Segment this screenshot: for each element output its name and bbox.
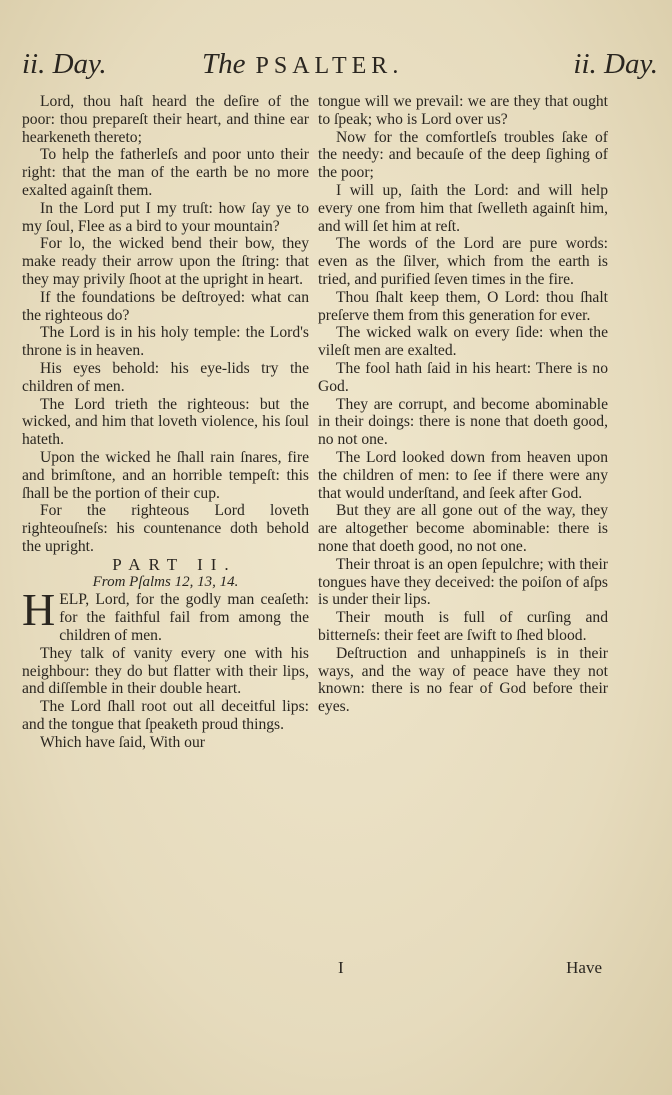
page-footer <box>318 958 608 980</box>
verse: Deſtruction and unhappineſs is in their ways, and the way of peace have they not known: there is no fear of God before their eyes. <box>318 644 608 716</box>
verse: Thou ſhalt keep them, O Lord: thou ſhalt preſerve them from this generation for ever. <box>318 288 608 324</box>
part-heading: PART II. <box>112 554 237 574</box>
verse: The wicked walk on every ſide: when the vileſt men are exalted. <box>318 324 608 360</box>
verse: For lo, the wicked bend their bow, they make ready their arrow upon the ſtring: that they may privily ſhoot at the upright in heart. <box>22 235 309 288</box>
verse: His eyes behold: his eye-lids try the children of men. <box>22 359 309 395</box>
header-day-right: ii. Day. <box>573 48 658 80</box>
header-day-left: ii. Day. <box>22 48 107 80</box>
verse: For the righteous Lord loveth righteouſneſs: his countenance doth behold the upright. <box>22 502 309 555</box>
verse: Now for the comfortleſs troubles ſake of the needy: and becauſe of the deep ſighing of the poor; <box>318 128 608 182</box>
header-title <box>202 48 403 81</box>
left-column <box>22 93 309 751</box>
verse-dropcap <box>22 584 309 644</box>
verse: If the foundations be deſtroyed: what can the righteous do? <box>22 288 309 324</box>
psalm-source: From Pſalms 12, 13, 14. <box>92 573 239 590</box>
dropcap-text: ELP, Lord, for the godly man ceaſeth: for the faithful fail from among the children of men. <box>59 591 309 644</box>
verse: The fool hath ſaid in his heart: There is no God. <box>318 359 608 395</box>
verse: Lord, thou haſt heard the deſire of the poor: thou prepareſt their heart, and thine ear hearkeneth thereto; <box>22 93 309 146</box>
verse: Which have ſaid, With our <box>40 733 205 751</box>
verse: Their mouth is full of curſing and bitterneſs: their feet are ſwift to ſhed blood. <box>318 609 608 644</box>
signature-mark: I <box>338 958 344 977</box>
verse: In the Lord put I my truſt: how ſay ye to my ſoul, Flee as a bird to your mountain? <box>22 199 309 235</box>
verse: The Lord trieth the righteous: but the wicked, and him that loveth violence, his ſoul hateth. <box>22 395 309 449</box>
verse: Upon the wicked he ſhall rain ſnares, fire and brimſtone, and an horrible tempeſt: this ſhall be the portion of their cup. <box>22 448 309 502</box>
verse: To help the fatherleſs and poor unto their right: that the man of the earth be no more exalted againſt them. <box>22 146 309 199</box>
verse: But they are all gone out of the way, they are altogether become abominable: there is none that doeth good, no not one. <box>318 502 608 555</box>
catchword: Have <box>566 958 602 977</box>
verse: The Lord is in his holy temple: the Lord's throne is in heaven. <box>22 324 309 360</box>
header-title-word: PSALTER. <box>255 53 404 79</box>
header-title-article: The <box>202 48 246 80</box>
verse: They talk of vanity every one with his neighbour: they do but flatter with their lips, and diſſemble in their double heart. <box>22 644 309 698</box>
verse: Their throat is an open ſepulchre; with their tongues have they deceived: the poiſon of aſps is under their lips. <box>318 555 608 609</box>
verse: The Lord looked down from heaven upon the children of men: to ſee if there were any that would underſtand, and ſeek after God. <box>318 448 608 502</box>
verse: The Lord ſhall root out all deceitful lips: and the tongue that ſpeaketh proud things. <box>22 698 309 733</box>
verse: I will up, ſaith the Lord: and will help every one from him that ſwelleth againſt him, and will ſet him at reſt. <box>318 181 608 235</box>
running-header <box>22 48 658 88</box>
verse-continued: tongue will we prevail: we are they that ought to ſpeak; who is Lord over us? <box>318 93 608 128</box>
drop-capital: H <box>22 584 56 636</box>
verse: The words of the Lord are pure words: even as the ſilver, which from the earth is tried, and purified ſeven times in the fire. <box>318 235 608 288</box>
verse: They are corrupt, and become abominable in their doings: there is none that doeth good, no not one. <box>318 395 608 449</box>
right-column <box>318 93 608 716</box>
